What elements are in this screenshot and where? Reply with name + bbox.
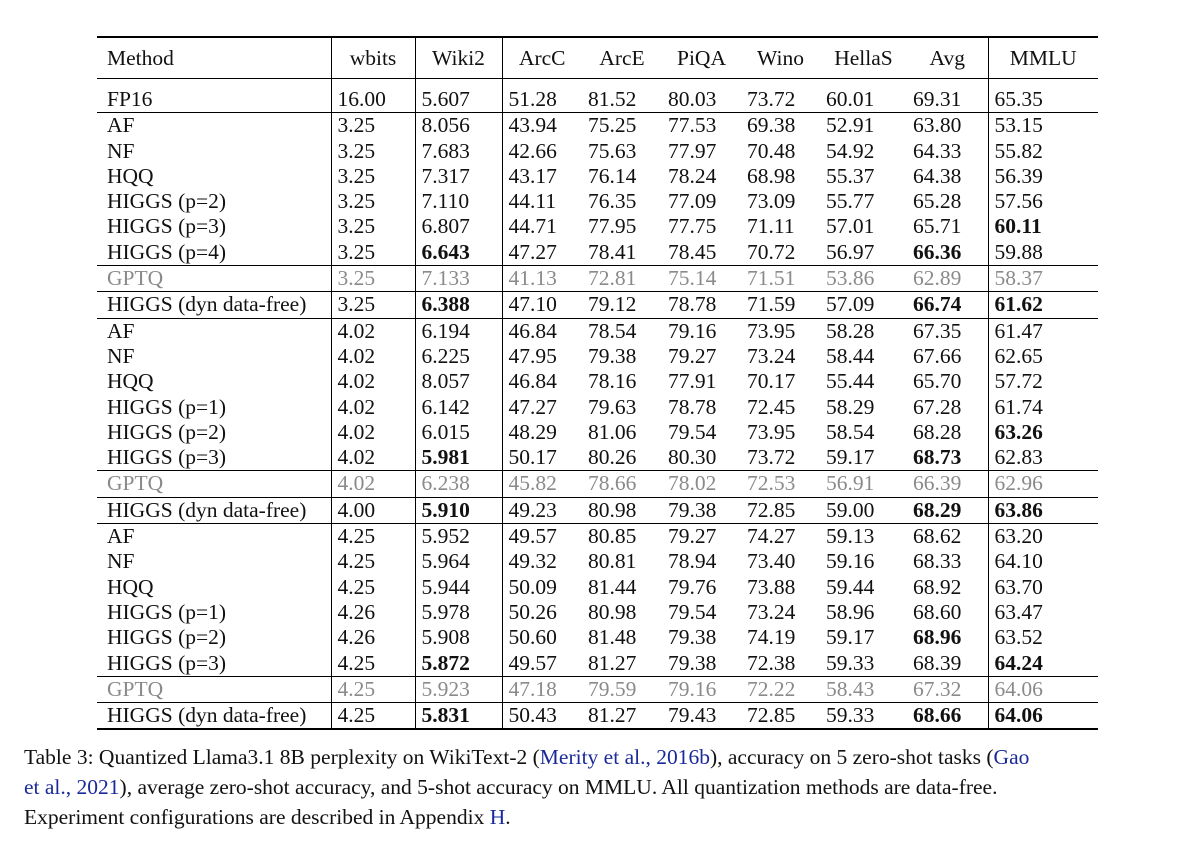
header-piqa: PiQA bbox=[677, 46, 726, 70]
cell-piqa: 77.91 bbox=[668, 369, 717, 394]
header-arcc: ArcC bbox=[502, 37, 582, 79]
cell-wiki2: 5.872 bbox=[415, 651, 502, 677]
table-row bbox=[97, 79, 1098, 113]
cell-wino: 73.88 bbox=[747, 574, 796, 599]
cell-wiki2: 5.910 bbox=[415, 497, 502, 523]
cell-arcc: 43.17 bbox=[502, 164, 582, 189]
cell-hellas: 55.77 bbox=[826, 189, 875, 214]
cell-mmlu: 56.39 bbox=[988, 164, 1098, 189]
cell-arce: 78.54 bbox=[588, 318, 637, 343]
cell-wiki2: 8.056 bbox=[415, 113, 502, 139]
cell-avg: 68.29 bbox=[913, 497, 962, 522]
cell-avg: 67.32 bbox=[913, 676, 962, 701]
cell-method: HIGGS (p=2) bbox=[107, 625, 227, 650]
caption-line3: Experiment configurations are described in Appendix bbox=[24, 805, 490, 829]
cell-piqa: 79.38 bbox=[668, 650, 717, 675]
cell-arcc: 49.23 bbox=[502, 497, 582, 523]
cell-avg: 68.28 bbox=[913, 419, 962, 444]
cell-arce: 72.81 bbox=[588, 266, 637, 291]
table-row bbox=[97, 445, 1098, 471]
caption-suffix: ), average zero-shot accuracy, and 5-shot accuracy on MMLU. All quantization methods are data-free. bbox=[119, 775, 998, 799]
cell-method: HIGGS (dyn data-free) bbox=[107, 703, 307, 728]
cell-avg: 65.28 bbox=[913, 189, 962, 214]
cell-avg: 66.36 bbox=[913, 239, 962, 264]
cell-piqa: 79.38 bbox=[668, 625, 717, 650]
cell-hellas: 57.01 bbox=[826, 214, 875, 239]
appendix-link[interactable]: H bbox=[489, 805, 506, 829]
cell-mmlu: 60.11 bbox=[988, 214, 1098, 239]
cell-avg: 65.70 bbox=[913, 369, 962, 394]
cell-arcc: 48.29 bbox=[502, 420, 582, 445]
cell-arcc: 49.57 bbox=[502, 524, 582, 550]
cell-arcc: 51.28 bbox=[502, 79, 582, 113]
cell-avg: 65.71 bbox=[913, 214, 962, 239]
cell-wbits: 4.02 bbox=[331, 344, 415, 369]
cell-method: HQQ bbox=[107, 369, 154, 394]
cell-piqa: 77.75 bbox=[668, 214, 717, 239]
cell-mmlu: 55.82 bbox=[988, 139, 1098, 164]
cell-hellas: 55.37 bbox=[826, 163, 875, 188]
cell-piqa: 77.97 bbox=[668, 138, 717, 163]
cell-wiki2: 7.683 bbox=[415, 139, 502, 164]
cell-wbits: 4.26 bbox=[331, 625, 415, 650]
cell-arcc: 46.84 bbox=[502, 369, 582, 394]
cell-wbits: 3.25 bbox=[331, 292, 415, 318]
cell-wbits: 4.02 bbox=[331, 471, 415, 497]
cell-piqa: 77.53 bbox=[668, 113, 717, 138]
cell-arcc: 49.57 bbox=[502, 651, 582, 677]
cell-wino: 71.59 bbox=[747, 292, 796, 317]
table-row bbox=[97, 139, 1098, 164]
cell-method: GPTQ bbox=[107, 676, 164, 701]
cell-piqa: 77.09 bbox=[668, 189, 717, 214]
cell-mmlu: 63.70 bbox=[988, 575, 1098, 600]
cell-arcc: 43.94 bbox=[502, 113, 582, 139]
cell-arcc: 44.71 bbox=[502, 214, 582, 239]
cell-wbits: 4.25 bbox=[331, 524, 415, 550]
cell-arce: 77.95 bbox=[588, 214, 637, 239]
cell-method: GPTQ bbox=[107, 266, 164, 291]
cell-hellas: 55.44 bbox=[826, 369, 875, 394]
cell-wiki2: 5.944 bbox=[415, 575, 502, 600]
cell-mmlu: 64.24 bbox=[988, 651, 1098, 677]
cell-mmlu: 62.83 bbox=[988, 445, 1098, 471]
table-row bbox=[97, 575, 1098, 600]
cell-wiki2: 5.831 bbox=[415, 703, 502, 730]
cell-piqa: 79.27 bbox=[668, 343, 717, 368]
cell-wiki2: 5.981 bbox=[415, 445, 502, 471]
cell-mmlu: 63.52 bbox=[988, 625, 1098, 650]
cell-avg: 67.66 bbox=[913, 343, 962, 368]
cell-method: HIGGS (p=1) bbox=[107, 599, 227, 624]
cell-wbits: 16.00 bbox=[331, 79, 415, 113]
cell-mmlu: 57.56 bbox=[988, 189, 1098, 214]
cell-wino: 73.95 bbox=[747, 419, 796, 444]
cell-wino: 73.09 bbox=[747, 189, 796, 214]
citation-gao-link[interactable]: Gao bbox=[993, 745, 1030, 769]
cell-wbits: 4.25 bbox=[331, 703, 415, 730]
cell-piqa: 78.94 bbox=[668, 549, 717, 574]
cell-arcc: 47.27 bbox=[502, 240, 582, 266]
cell-wino: 70.17 bbox=[747, 369, 796, 394]
cell-arce: 81.48 bbox=[588, 625, 637, 650]
caption-end: . bbox=[505, 805, 511, 829]
table-row-baseline bbox=[97, 266, 1098, 292]
cell-method: NF bbox=[107, 549, 135, 574]
cell-wiki2: 6.238 bbox=[415, 471, 502, 497]
cell-wiki2: 5.908 bbox=[415, 625, 502, 650]
table-row bbox=[97, 214, 1098, 239]
cell-hellas: 59.44 bbox=[826, 574, 875, 599]
table-row bbox=[97, 703, 1098, 730]
cell-piqa: 79.27 bbox=[668, 524, 717, 549]
cell-wino: 74.19 bbox=[747, 625, 796, 650]
cell-hellas: 57.09 bbox=[826, 292, 875, 317]
cell-piqa: 78.24 bbox=[668, 163, 717, 188]
cell-wbits: 4.25 bbox=[331, 549, 415, 574]
cell-arce: 75.25 bbox=[588, 113, 637, 138]
cell-avg: 66.74 bbox=[913, 292, 962, 317]
table-row bbox=[97, 113, 1098, 139]
cell-wiki2: 6.807 bbox=[415, 214, 502, 239]
cell-wbits: 3.25 bbox=[331, 139, 415, 164]
cell-mmlu: 63.26 bbox=[988, 420, 1098, 445]
caption-middle: ), accuracy on 5 zero-shot tasks ( bbox=[709, 745, 994, 769]
table-caption bbox=[24, 742, 1184, 832]
cell-piqa: 78.78 bbox=[668, 394, 717, 419]
cell-method: HIGGS (p=1) bbox=[107, 394, 227, 419]
cell-wino: 71.51 bbox=[747, 266, 796, 291]
cell-arcc: 44.11 bbox=[502, 189, 582, 214]
table-row bbox=[97, 240, 1098, 266]
cell-arce: 76.35 bbox=[588, 189, 637, 214]
cell-hellas: 58.28 bbox=[826, 318, 875, 343]
cell-wiki2: 6.015 bbox=[415, 420, 502, 445]
cell-avg: 68.73 bbox=[913, 445, 962, 470]
cell-method: NF bbox=[107, 343, 135, 368]
cell-wbits: 3.25 bbox=[331, 189, 415, 214]
cell-method: HIGGS (dyn data-free) bbox=[107, 292, 307, 317]
cell-wbits: 3.25 bbox=[331, 240, 415, 266]
cell-wino: 70.72 bbox=[747, 239, 796, 264]
citation-gao-link-cont[interactable]: et al., 2021 bbox=[24, 775, 120, 799]
cell-wbits: 3.25 bbox=[331, 113, 415, 139]
table-body bbox=[97, 79, 1098, 730]
cell-wiki2: 5.952 bbox=[415, 524, 502, 550]
cell-arcc: 50.17 bbox=[502, 445, 582, 471]
cell-wiki2: 6.388 bbox=[415, 292, 502, 318]
cell-mmlu: 59.88 bbox=[988, 240, 1098, 266]
cell-wiki2: 7.110 bbox=[415, 189, 502, 214]
cell-mmlu: 62.65 bbox=[988, 344, 1098, 369]
cell-wiki2: 6.643 bbox=[415, 240, 502, 266]
cell-wbits: 4.25 bbox=[331, 575, 415, 600]
cell-piqa: 78.78 bbox=[668, 292, 717, 317]
cell-hellas: 60.01 bbox=[826, 87, 875, 111]
cell-wiki2: 6.142 bbox=[415, 395, 502, 420]
cell-arce: 80.98 bbox=[588, 599, 637, 624]
cell-arce: 79.59 bbox=[588, 676, 637, 701]
cell-wiki2: 7.317 bbox=[415, 164, 502, 189]
cell-piqa: 79.54 bbox=[668, 599, 717, 624]
cell-arcc: 46.84 bbox=[502, 318, 582, 344]
cell-piqa: 75.14 bbox=[668, 266, 717, 291]
table-row-baseline bbox=[97, 471, 1098, 497]
cell-arcc: 47.18 bbox=[502, 676, 582, 702]
cell-arce: 78.41 bbox=[588, 239, 637, 264]
cell-wbits: 4.25 bbox=[331, 676, 415, 702]
cell-arce: 80.85 bbox=[588, 524, 637, 549]
cell-method: HIGGS (p=2) bbox=[107, 419, 227, 444]
cell-wino: 72.85 bbox=[747, 703, 796, 728]
cell-hellas: 59.33 bbox=[826, 703, 875, 728]
cell-hellas: 58.29 bbox=[826, 394, 875, 419]
cell-arce: 76.14 bbox=[588, 163, 637, 188]
cell-wbits: 4.02 bbox=[331, 445, 415, 471]
cell-wino: 69.38 bbox=[747, 113, 796, 138]
cell-arce: 81.27 bbox=[588, 703, 637, 728]
cell-wbits: 3.25 bbox=[331, 164, 415, 189]
table-row bbox=[97, 497, 1098, 523]
table-row-baseline bbox=[97, 676, 1098, 702]
cell-method: HIGGS (dyn data-free) bbox=[107, 497, 307, 522]
cell-arce: 81.44 bbox=[588, 574, 637, 599]
cell-wiki2: 5.978 bbox=[415, 600, 502, 625]
cell-wino: 72.45 bbox=[747, 394, 796, 419]
cell-piqa: 79.43 bbox=[668, 703, 717, 728]
header-avg: Avg bbox=[929, 46, 965, 70]
cell-wiki2: 8.057 bbox=[415, 369, 502, 394]
cell-arcc: 45.82 bbox=[502, 471, 582, 497]
table-row bbox=[97, 549, 1098, 574]
cell-avg: 67.28 bbox=[913, 394, 962, 419]
cell-arce: 79.12 bbox=[588, 292, 637, 317]
cell-mmlu: 61.74 bbox=[988, 395, 1098, 420]
cell-wino: 68.98 bbox=[747, 163, 796, 188]
cell-hellas: 53.86 bbox=[826, 266, 875, 291]
cell-arce: 81.52 bbox=[588, 87, 637, 111]
table-row bbox=[97, 164, 1098, 189]
caption-prefix: Table 3: Quantized Llama3.1 8B perplexity on WikiText-2 ( bbox=[24, 745, 540, 769]
cell-arce: 79.63 bbox=[588, 394, 637, 419]
cell-avg: 68.39 bbox=[913, 650, 962, 675]
header-wbits: wbits bbox=[331, 37, 415, 79]
cell-hellas: 59.00 bbox=[826, 497, 875, 522]
cell-avg: 68.96 bbox=[913, 625, 962, 650]
cell-mmlu: 64.06 bbox=[988, 676, 1098, 702]
cell-wbits: 4.02 bbox=[331, 395, 415, 420]
table-row bbox=[97, 600, 1098, 625]
cell-mmlu: 57.72 bbox=[988, 369, 1098, 394]
cell-piqa: 79.54 bbox=[668, 419, 717, 444]
cell-avg: 62.89 bbox=[913, 266, 962, 291]
cell-method: HQQ bbox=[107, 163, 154, 188]
cell-wino: 72.85 bbox=[747, 497, 796, 522]
results-table bbox=[97, 36, 1098, 730]
cell-method: HIGGS (p=4) bbox=[107, 239, 227, 264]
header-arce: ArcE bbox=[599, 46, 645, 70]
citation-merity-link[interactable]: Merity et al., 2016b bbox=[539, 745, 710, 769]
cell-arce: 80.26 bbox=[588, 445, 637, 470]
cell-avg: 69.31 bbox=[913, 87, 962, 111]
cell-wino: 73.72 bbox=[747, 445, 796, 470]
cell-arcc: 42.66 bbox=[502, 139, 582, 164]
cell-wiki2: 5.923 bbox=[415, 676, 502, 702]
cell-avg: 64.33 bbox=[913, 138, 962, 163]
table-row bbox=[97, 395, 1098, 420]
cell-arcc: 50.43 bbox=[502, 703, 582, 730]
cell-avg: 68.92 bbox=[913, 574, 962, 599]
cell-wino: 74.27 bbox=[747, 524, 796, 549]
cell-arcc: 41.13 bbox=[502, 266, 582, 292]
cell-avg: 68.60 bbox=[913, 599, 962, 624]
cell-method: AF bbox=[107, 113, 135, 138]
cell-wbits: 4.02 bbox=[331, 318, 415, 344]
table-row bbox=[97, 318, 1098, 344]
cell-method: HQQ bbox=[107, 574, 154, 599]
cell-avg: 68.62 bbox=[913, 524, 962, 549]
header-wino: Wino bbox=[757, 46, 804, 70]
cell-arce: 80.98 bbox=[588, 497, 637, 522]
cell-mmlu: 62.96 bbox=[988, 471, 1098, 497]
cell-wino: 73.72 bbox=[747, 87, 796, 111]
cell-wino: 73.24 bbox=[747, 343, 796, 368]
cell-hellas: 58.43 bbox=[826, 676, 875, 701]
table-row bbox=[97, 344, 1098, 369]
cell-wino: 72.22 bbox=[747, 676, 796, 701]
cell-method: AF bbox=[107, 524, 135, 549]
cell-wino: 70.48 bbox=[747, 138, 796, 163]
cell-hellas: 59.17 bbox=[826, 625, 875, 650]
cell-method: HIGGS (p=2) bbox=[107, 189, 227, 214]
cell-wiki2: 5.964 bbox=[415, 549, 502, 574]
cell-wiki2: 6.194 bbox=[415, 318, 502, 344]
cell-wiki2: 6.225 bbox=[415, 344, 502, 369]
results-table-container bbox=[97, 36, 1098, 730]
cell-hellas: 59.17 bbox=[826, 445, 875, 470]
cell-mmlu: 61.62 bbox=[988, 292, 1098, 318]
table-row bbox=[97, 625, 1098, 650]
cell-arce: 78.16 bbox=[588, 369, 637, 394]
table-row bbox=[97, 189, 1098, 214]
cell-arcc: 47.10 bbox=[502, 292, 582, 318]
cell-hellas: 59.16 bbox=[826, 549, 875, 574]
cell-hellas: 56.97 bbox=[826, 239, 875, 264]
table-header-row bbox=[97, 37, 1098, 79]
cell-wbits: 3.25 bbox=[331, 266, 415, 292]
cell-mmlu: 65.35 bbox=[988, 79, 1098, 113]
cell-piqa: 80.30 bbox=[668, 445, 717, 470]
cell-hellas: 58.96 bbox=[826, 599, 875, 624]
cell-piqa: 78.02 bbox=[668, 471, 717, 496]
header-wiki2: Wiki2 bbox=[415, 37, 502, 79]
cell-avg: 64.38 bbox=[913, 163, 962, 188]
cell-wino: 73.40 bbox=[747, 549, 796, 574]
cell-arcc: 50.60 bbox=[502, 625, 582, 650]
cell-mmlu: 63.20 bbox=[988, 524, 1098, 550]
cell-wino: 73.95 bbox=[747, 318, 796, 343]
cell-mmlu: 64.06 bbox=[988, 703, 1098, 730]
cell-hellas: 58.44 bbox=[826, 343, 875, 368]
cell-piqa: 79.38 bbox=[668, 497, 717, 522]
cell-arcc: 50.26 bbox=[502, 600, 582, 625]
cell-mmlu: 64.10 bbox=[988, 549, 1098, 574]
cell-arce: 81.06 bbox=[588, 419, 637, 444]
cell-wino: 73.24 bbox=[747, 599, 796, 624]
cell-hellas: 59.13 bbox=[826, 524, 875, 549]
header-mmlu: MMLU bbox=[988, 37, 1098, 79]
cell-piqa: 78.45 bbox=[668, 239, 717, 264]
cell-wiki2: 5.607 bbox=[415, 79, 502, 113]
cell-arcc: 49.32 bbox=[502, 549, 582, 574]
cell-wbits: 4.25 bbox=[331, 651, 415, 677]
header-method: Method bbox=[107, 46, 174, 70]
cell-hellas: 58.54 bbox=[826, 419, 875, 444]
table-row bbox=[97, 420, 1098, 445]
cell-arcc: 50.09 bbox=[502, 575, 582, 600]
cell-piqa: 79.16 bbox=[668, 676, 717, 701]
cell-arce: 80.81 bbox=[588, 549, 637, 574]
cell-mmlu: 53.15 bbox=[988, 113, 1098, 139]
cell-avg: 68.33 bbox=[913, 549, 962, 574]
cell-wino: 72.53 bbox=[747, 471, 796, 496]
cell-wino: 71.11 bbox=[747, 214, 795, 239]
cell-method: FP16 bbox=[107, 87, 153, 111]
cell-wbits: 4.02 bbox=[331, 369, 415, 394]
table-row bbox=[97, 292, 1098, 318]
header-hellas: HellaS bbox=[834, 46, 893, 70]
cell-method: HIGGS (p=3) bbox=[107, 445, 227, 470]
cell-avg: 68.66 bbox=[913, 703, 962, 728]
cell-arce: 78.66 bbox=[588, 471, 637, 496]
cell-piqa: 80.03 bbox=[668, 87, 717, 111]
cell-method: NF bbox=[107, 138, 135, 163]
cell-method: HIGGS (p=3) bbox=[107, 214, 227, 239]
table-row bbox=[97, 369, 1098, 394]
cell-hellas: 52.91 bbox=[826, 113, 875, 138]
cell-piqa: 79.16 bbox=[668, 318, 717, 343]
cell-arce: 81.27 bbox=[588, 650, 637, 675]
cell-mmlu: 63.86 bbox=[988, 497, 1098, 523]
cell-method: GPTQ bbox=[107, 471, 164, 496]
table-row bbox=[97, 524, 1098, 550]
cell-hellas: 54.92 bbox=[826, 138, 875, 163]
cell-mmlu: 63.47 bbox=[988, 600, 1098, 625]
cell-wbits: 4.00 bbox=[331, 497, 415, 523]
cell-method: AF bbox=[107, 318, 135, 343]
cell-arcc: 47.95 bbox=[502, 344, 582, 369]
cell-method: HIGGS (p=3) bbox=[107, 650, 227, 675]
cell-avg: 66.39 bbox=[913, 471, 962, 496]
cell-wbits: 4.26 bbox=[331, 600, 415, 625]
cell-wbits: 3.25 bbox=[331, 214, 415, 239]
cell-wbits: 4.02 bbox=[331, 420, 415, 445]
cell-arcc: 47.27 bbox=[502, 395, 582, 420]
cell-hellas: 59.33 bbox=[826, 650, 875, 675]
table-row bbox=[97, 651, 1098, 677]
cell-mmlu: 58.37 bbox=[988, 266, 1098, 292]
cell-avg: 67.35 bbox=[913, 318, 962, 343]
cell-mmlu: 61.47 bbox=[988, 318, 1098, 344]
cell-arce: 79.38 bbox=[588, 343, 637, 368]
cell-arce: 75.63 bbox=[588, 138, 637, 163]
cell-wiki2: 7.133 bbox=[415, 266, 502, 292]
cell-hellas: 56.91 bbox=[826, 471, 875, 496]
cell-avg: 63.80 bbox=[913, 113, 962, 138]
cell-piqa: 79.76 bbox=[668, 574, 717, 599]
cell-wino: 72.38 bbox=[747, 650, 796, 675]
